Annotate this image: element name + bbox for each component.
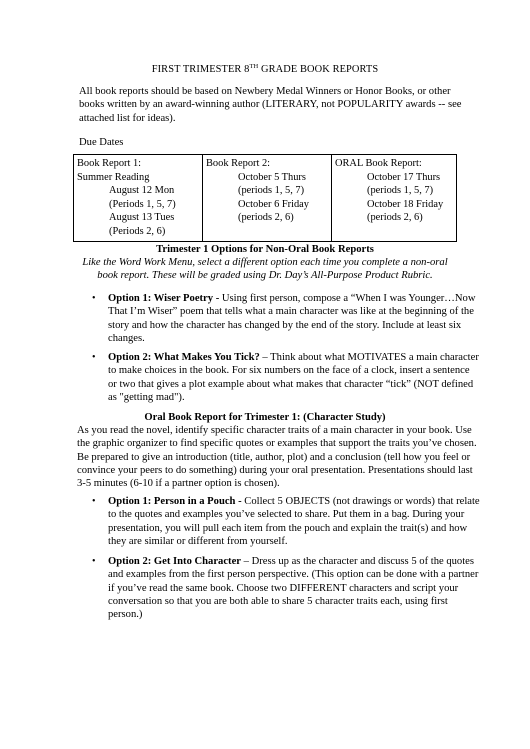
- title-suffix: GRADE BOOK REPORTS: [258, 64, 379, 75]
- option-text: – Dress up as the character and discuss 5 of the quotes and examples from the first person perspective. (This option can be done with a partner if you’ve read the same book. Choose two DIFFERENT characters and script your conversation so that you are both able to share 5 character traits each, using first person.): [108, 556, 479, 621]
- due-dates-table: [73, 154, 457, 242]
- due-date-line: October 17 Thurs: [367, 171, 441, 183]
- due-date-line: October 5 Thurs: [238, 171, 306, 183]
- bullet-icon: •: [92, 556, 96, 567]
- due-col-book-report-1: [74, 155, 203, 242]
- due-date-line: (periods 1, 5, 7): [367, 185, 434, 197]
- intro-paragraph: All book reports should be based on Newbery Medal Winners or Honor Books, or other books written by an award-winning author (LITERARY, not POPULARITY awards -- see attached list for ideas).: [79, 86, 462, 124]
- option-label: Option 2: What Makes You Tick?: [108, 352, 260, 363]
- non-oral-heading: Trimester 1 Options for Non-Oral Book Reports: [156, 244, 374, 255]
- oral-option-2: [108, 555, 480, 621]
- due-date-line: (Periods 1, 5, 7): [109, 198, 176, 210]
- due-dates-label: Due Dates: [79, 137, 124, 148]
- non-oral-option-2: [108, 351, 480, 404]
- due-col-heading: ORAL Book Report:: [335, 158, 422, 169]
- page-title: [0, 63, 530, 76]
- due-date-line: August 12 Mon: [109, 185, 175, 197]
- oral-heading: Oral Book Report for Trimester 1: (Character Study): [144, 412, 386, 423]
- oral-paragraph: As you read the novel, identify specific character traits of a main character in your book. Use the graphic organizer to find specific quotes or examples that support the traits you’ve chosen. Be prepared to give an introduction (title, author, plot) and a conclusion (tell how you feel or convince your peers to do something) during your oral presentation. Presentations should last 3-5 minutes (6-10 if a partner option is chosen).: [77, 425, 477, 490]
- option-text: – Think about what MOTIVATES a main character to make choices in the book. For six numbers on the face of a clock, insert a sentence or two that gives a plot example about what makes that character “tick” (NOT defined as "getting mad").: [108, 352, 479, 403]
- oral-option-1: [108, 495, 480, 548]
- due-col-book-report-2: [203, 155, 332, 242]
- due-date-line: (periods 1, 5, 7): [238, 185, 305, 197]
- title-superscript: TH: [249, 63, 259, 70]
- non-oral-option-1: [108, 292, 480, 345]
- option-label: Option 2: Get Into Character: [108, 556, 241, 567]
- due-date-line: (periods 2, 6): [367, 212, 423, 224]
- option-text: Collect 5 OBJECTS (not drawings or words) that relate to the quotes and examples you’ve selected to share. Put them in a bag. During your presentation, you will pull each item from the pouch and explain the trait(s) and how they are similar or different from yourself.: [108, 496, 480, 547]
- due-date-line: (Periods 2, 6): [109, 225, 166, 237]
- non-oral-subheading: Like the Word Work Menu, select a different option each time you complete a non-oral book report. These will be graded using Dr. Day’s All-Purpose Product Rubric.: [82, 257, 448, 282]
- due-col-oral-report: [332, 155, 457, 242]
- option-label: Option 1: Person in a Pouch -: [108, 496, 242, 507]
- due-col-heading: Book Report 2:: [206, 158, 271, 169]
- due-date-line: October 6 Friday: [238, 198, 309, 210]
- title-prefix: FIRST TRIMESTER 8: [151, 64, 250, 75]
- due-date-line: August 13 Tues: [109, 212, 175, 224]
- due-col-heading: Book Report 1:: [77, 158, 142, 169]
- bullet-icon: •: [92, 496, 96, 507]
- due-col-subheading: Summer Reading: [77, 171, 150, 183]
- bullet-icon: •: [92, 293, 96, 304]
- option-text: Using first person, compose a “When I was Younger…Now That I’m Wiser” poem that tells what a main character was like at the beginning of the story and how the character has changed by the end of the story. Include at least six changes.: [108, 293, 476, 344]
- bullet-icon: •: [92, 352, 96, 363]
- due-date-line: October 18 Friday: [367, 198, 444, 210]
- option-label: Option 1: Wiser Poetry -: [108, 293, 220, 304]
- due-date-line: (periods 2, 6): [238, 212, 294, 224]
